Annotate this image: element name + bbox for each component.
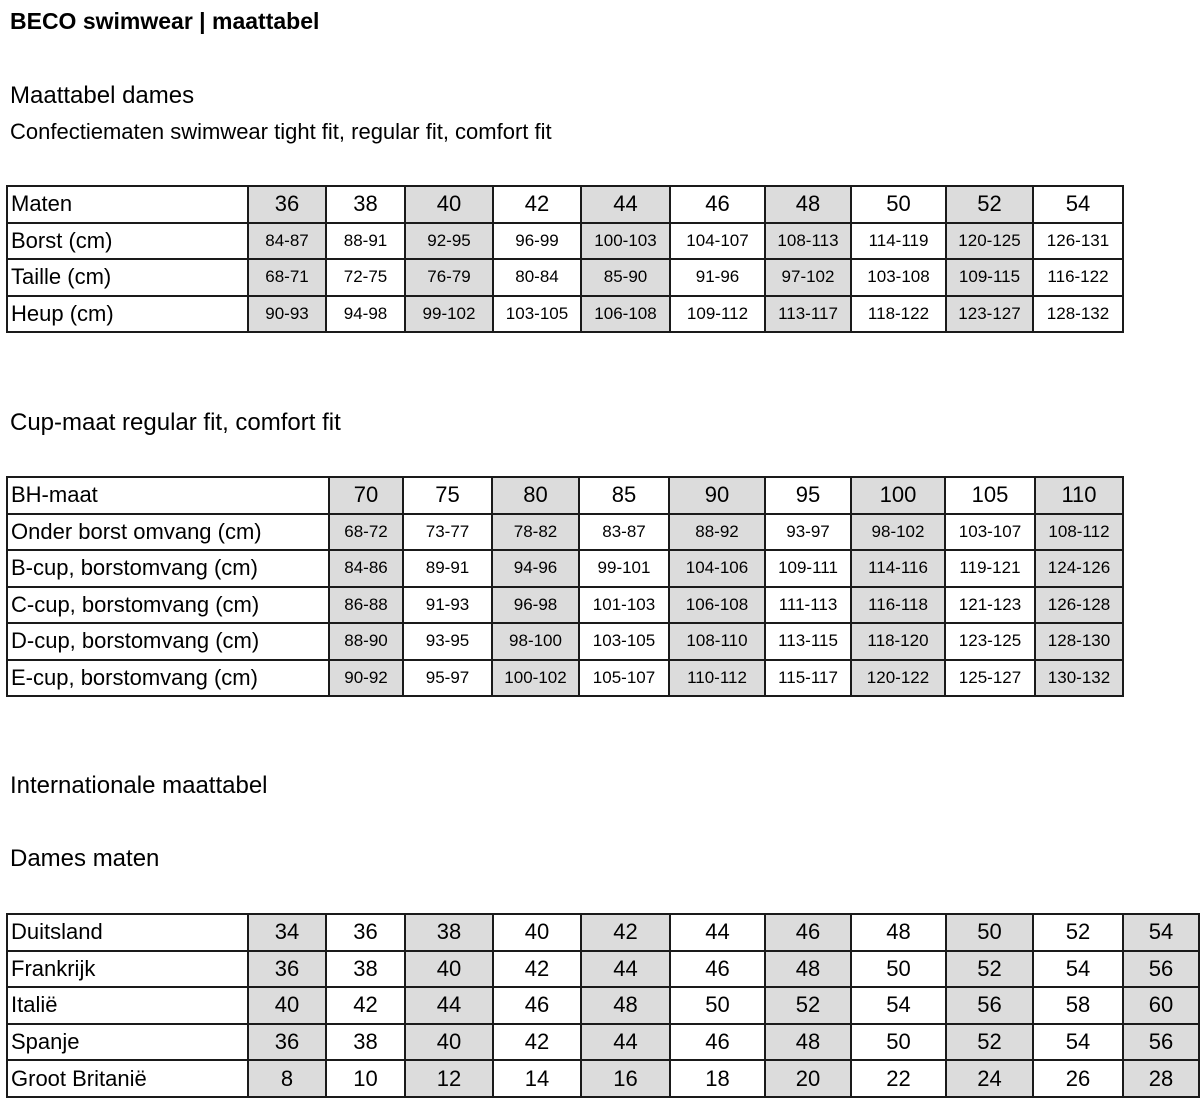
table-cell: 38 <box>326 951 405 988</box>
page-title: BECO swimwear | maattabel <box>10 8 320 34</box>
table-row <box>7 550 1123 587</box>
size-table-cup <box>6 476 1124 697</box>
table-cell: 120-122 <box>851 660 945 697</box>
table-cell: 126-128 <box>1035 587 1123 624</box>
section-subheading-confectie: Confectiematen swimwear tight fit, regular fit, comfort fit <box>10 119 552 144</box>
table-cell: 88-90 <box>329 623 403 660</box>
table-cell: 118-120 <box>851 623 945 660</box>
table-row <box>7 951 1199 988</box>
table-cell: 128-130 <box>1035 623 1123 660</box>
table-cell: 106-108 <box>581 296 670 333</box>
table-cell: 91-93 <box>403 587 492 624</box>
table-row <box>7 587 1123 624</box>
size-header-cell: 100 <box>851 477 945 514</box>
row-label: C-cup, borstomvang (cm) <box>7 587 329 624</box>
table-cell: 83-87 <box>579 514 669 551</box>
table-cell: 40 <box>248 987 326 1024</box>
table-cell: 38 <box>405 914 493 951</box>
section-subheading-dames-maten: Dames maten <box>10 845 160 872</box>
table-cell: 126-131 <box>1033 223 1123 260</box>
table-cell: 109-111 <box>765 550 851 587</box>
table-cell: 90-92 <box>329 660 403 697</box>
table-cell: 58 <box>1033 987 1123 1024</box>
size-header-cell: 75 <box>403 477 492 514</box>
table-cell: 123-127 <box>946 296 1033 333</box>
table-cell: 103-107 <box>945 514 1035 551</box>
row-label: B-cup, borstomvang (cm) <box>7 550 329 587</box>
table-cell: 46 <box>493 987 581 1024</box>
table-cell: 56 <box>1123 1024 1199 1061</box>
table-cell: 115-117 <box>765 660 851 697</box>
size-header-cell: 48 <box>765 186 851 223</box>
table-cell: 98-102 <box>851 514 945 551</box>
size-header-cell: 95 <box>765 477 851 514</box>
table-cell: 106-108 <box>669 587 765 624</box>
table-cell: 52 <box>946 1024 1033 1061</box>
table-cell: 108-110 <box>669 623 765 660</box>
section-heading-cup: Cup-maat regular fit, comfort fit <box>10 409 341 436</box>
table-cell: 60 <box>1123 987 1199 1024</box>
table-cell: 42 <box>493 951 581 988</box>
row-label: Taille (cm) <box>7 259 248 296</box>
table-cell: 100-103 <box>581 223 670 260</box>
size-header-cell: 46 <box>670 186 765 223</box>
table-cell: 36 <box>248 951 326 988</box>
table-cell: 94-96 <box>492 550 579 587</box>
row-label: Onder borst omvang (cm) <box>7 514 329 551</box>
table-row <box>7 1024 1199 1061</box>
table-cell: 46 <box>670 951 765 988</box>
size-table-dames <box>6 185 1124 333</box>
table-cell: 80-84 <box>493 259 581 296</box>
row-label: Spanje <box>7 1024 248 1061</box>
table-row <box>7 1060 1199 1097</box>
table-cell: 50 <box>851 951 946 988</box>
table-cell: 24 <box>946 1060 1033 1097</box>
table-row <box>7 223 1123 260</box>
table-row <box>7 259 1123 296</box>
table-cell: 103-105 <box>493 296 581 333</box>
table-cell: 54 <box>1033 951 1123 988</box>
table-cell: 96-99 <box>493 223 581 260</box>
table-cell: 97-102 <box>765 259 851 296</box>
table-cell: 54 <box>851 987 946 1024</box>
size-header-cell: 54 <box>1033 186 1123 223</box>
table-cell: 114-116 <box>851 550 945 587</box>
row-label: BH-maat <box>7 477 329 514</box>
table-cell: 84-87 <box>248 223 326 260</box>
table-cell: 68-72 <box>329 514 403 551</box>
table-row <box>7 623 1123 660</box>
size-header-cell: 36 <box>248 186 326 223</box>
table-cell: 50 <box>946 914 1033 951</box>
size-header-cell: 52 <box>946 186 1033 223</box>
table-cell: 48 <box>765 951 851 988</box>
table-cell: 123-125 <box>945 623 1035 660</box>
table-cell: 103-105 <box>579 623 669 660</box>
table-cell: 54 <box>1033 1024 1123 1061</box>
table-cell: 8 <box>248 1060 326 1097</box>
table-cell: 40 <box>493 914 581 951</box>
table-cell: 93-95 <box>403 623 492 660</box>
section-heading-dames: Maattabel dames <box>10 82 195 109</box>
table-cell: 105-107 <box>579 660 669 697</box>
table-cell: 52 <box>765 987 851 1024</box>
table-cell: 52 <box>1033 914 1123 951</box>
table-cell: 99-102 <box>405 296 493 333</box>
table-cell: 22 <box>851 1060 946 1097</box>
table-cell: 42 <box>326 987 405 1024</box>
size-header-cell: 110 <box>1035 477 1123 514</box>
table-header-row <box>7 186 1123 223</box>
table-cell: 124-126 <box>1035 550 1123 587</box>
size-header-cell: 42 <box>493 186 581 223</box>
table-cell: 44 <box>670 914 765 951</box>
table-cell: 76-79 <box>405 259 493 296</box>
table-cell: 46 <box>670 1024 765 1061</box>
table-cell: 119-121 <box>945 550 1035 587</box>
table-cell: 95-97 <box>403 660 492 697</box>
table-cell: 42 <box>493 1024 581 1061</box>
size-header-cell: 50 <box>851 186 946 223</box>
table-cell: 73-77 <box>403 514 492 551</box>
table-cell: 48 <box>765 1024 851 1061</box>
row-label: D-cup, borstomvang (cm) <box>7 623 329 660</box>
table-cell: 103-108 <box>851 259 946 296</box>
table-cell: 101-103 <box>579 587 669 624</box>
size-header-cell: 70 <box>329 477 403 514</box>
table-cell: 110-112 <box>669 660 765 697</box>
table-cell: 99-101 <box>579 550 669 587</box>
table-cell: 52 <box>946 951 1033 988</box>
table-cell: 40 <box>405 951 493 988</box>
table-cell: 111-113 <box>765 587 851 624</box>
size-header-cell: 44 <box>581 186 670 223</box>
row-label: Groot Britanië <box>7 1060 248 1097</box>
table-header-row <box>7 477 1123 514</box>
table-cell: 88-91 <box>326 223 405 260</box>
table-cell: 48 <box>851 914 946 951</box>
table-cell: 54 <box>1123 914 1199 951</box>
size-header-cell: 38 <box>326 186 405 223</box>
table-cell: 92-95 <box>405 223 493 260</box>
table-row <box>7 660 1123 697</box>
table-cell: 68-71 <box>248 259 326 296</box>
table-cell: 91-96 <box>670 259 765 296</box>
table-cell: 116-122 <box>1033 259 1123 296</box>
table-cell: 56 <box>1123 951 1199 988</box>
table-cell: 28 <box>1123 1060 1199 1097</box>
table-cell: 50 <box>670 987 765 1024</box>
row-label: E-cup, borstomvang (cm) <box>7 660 329 697</box>
table-row <box>7 296 1123 333</box>
size-header-cell: 105 <box>945 477 1035 514</box>
table-cell: 42 <box>581 914 670 951</box>
size-header-cell: 40 <box>405 186 493 223</box>
table-cell: 18 <box>670 1060 765 1097</box>
table-cell: 36 <box>326 914 405 951</box>
table-cell: 100-102 <box>492 660 579 697</box>
table-cell: 98-100 <box>492 623 579 660</box>
table-cell: 109-112 <box>670 296 765 333</box>
table-cell: 84-86 <box>329 550 403 587</box>
table-cell: 48 <box>581 987 670 1024</box>
table-cell: 109-115 <box>946 259 1033 296</box>
table-cell: 36 <box>248 1024 326 1061</box>
table-cell: 113-115 <box>765 623 851 660</box>
table-cell: 104-107 <box>670 223 765 260</box>
table-cell: 10 <box>326 1060 405 1097</box>
table-cell: 40 <box>405 1024 493 1061</box>
table-cell: 85-90 <box>581 259 670 296</box>
table-cell: 78-82 <box>492 514 579 551</box>
table-cell: 89-91 <box>403 550 492 587</box>
table-row <box>7 514 1123 551</box>
size-header-cell: 80 <box>492 477 579 514</box>
table-cell: 26 <box>1033 1060 1123 1097</box>
section-heading-international: Internationale maattabel <box>10 772 268 799</box>
table-cell: 113-117 <box>765 296 851 333</box>
table-cell: 90-93 <box>248 296 326 333</box>
table-cell: 104-106 <box>669 550 765 587</box>
table-cell: 108-113 <box>765 223 851 260</box>
table-cell: 20 <box>765 1060 851 1097</box>
row-label: Italië <box>7 987 248 1024</box>
table-cell: 93-97 <box>765 514 851 551</box>
table-cell: 94-98 <box>326 296 405 333</box>
table-cell: 128-132 <box>1033 296 1123 333</box>
table-cell: 114-119 <box>851 223 946 260</box>
table-cell: 121-123 <box>945 587 1035 624</box>
table-cell: 118-122 <box>851 296 946 333</box>
table-cell: 88-92 <box>669 514 765 551</box>
row-label: Maten <box>7 186 248 223</box>
table-cell: 38 <box>326 1024 405 1061</box>
table-cell: 72-75 <box>326 259 405 296</box>
size-header-cell: 90 <box>669 477 765 514</box>
table-cell: 130-132 <box>1035 660 1123 697</box>
row-label: Borst (cm) <box>7 223 248 260</box>
table-cell: 56 <box>946 987 1033 1024</box>
table-cell: 86-88 <box>329 587 403 624</box>
table-cell: 46 <box>765 914 851 951</box>
table-cell: 44 <box>405 987 493 1024</box>
table-cell: 108-112 <box>1035 514 1123 551</box>
row-label: Duitsland <box>7 914 248 951</box>
size-header-cell: 85 <box>579 477 669 514</box>
table-cell: 44 <box>581 1024 670 1061</box>
row-label: Heup (cm) <box>7 296 248 333</box>
row-label: Frankrijk <box>7 951 248 988</box>
table-cell: 50 <box>851 1024 946 1061</box>
table-cell: 34 <box>248 914 326 951</box>
table-cell: 116-118 <box>851 587 945 624</box>
table-row <box>7 914 1199 951</box>
table-cell: 120-125 <box>946 223 1033 260</box>
table-cell: 96-98 <box>492 587 579 624</box>
table-cell: 16 <box>581 1060 670 1097</box>
table-cell: 14 <box>493 1060 581 1097</box>
table-cell: 12 <box>405 1060 493 1097</box>
table-cell: 125-127 <box>945 660 1035 697</box>
table-row <box>7 987 1199 1024</box>
table-cell: 44 <box>581 951 670 988</box>
size-table-international <box>6 913 1200 1098</box>
